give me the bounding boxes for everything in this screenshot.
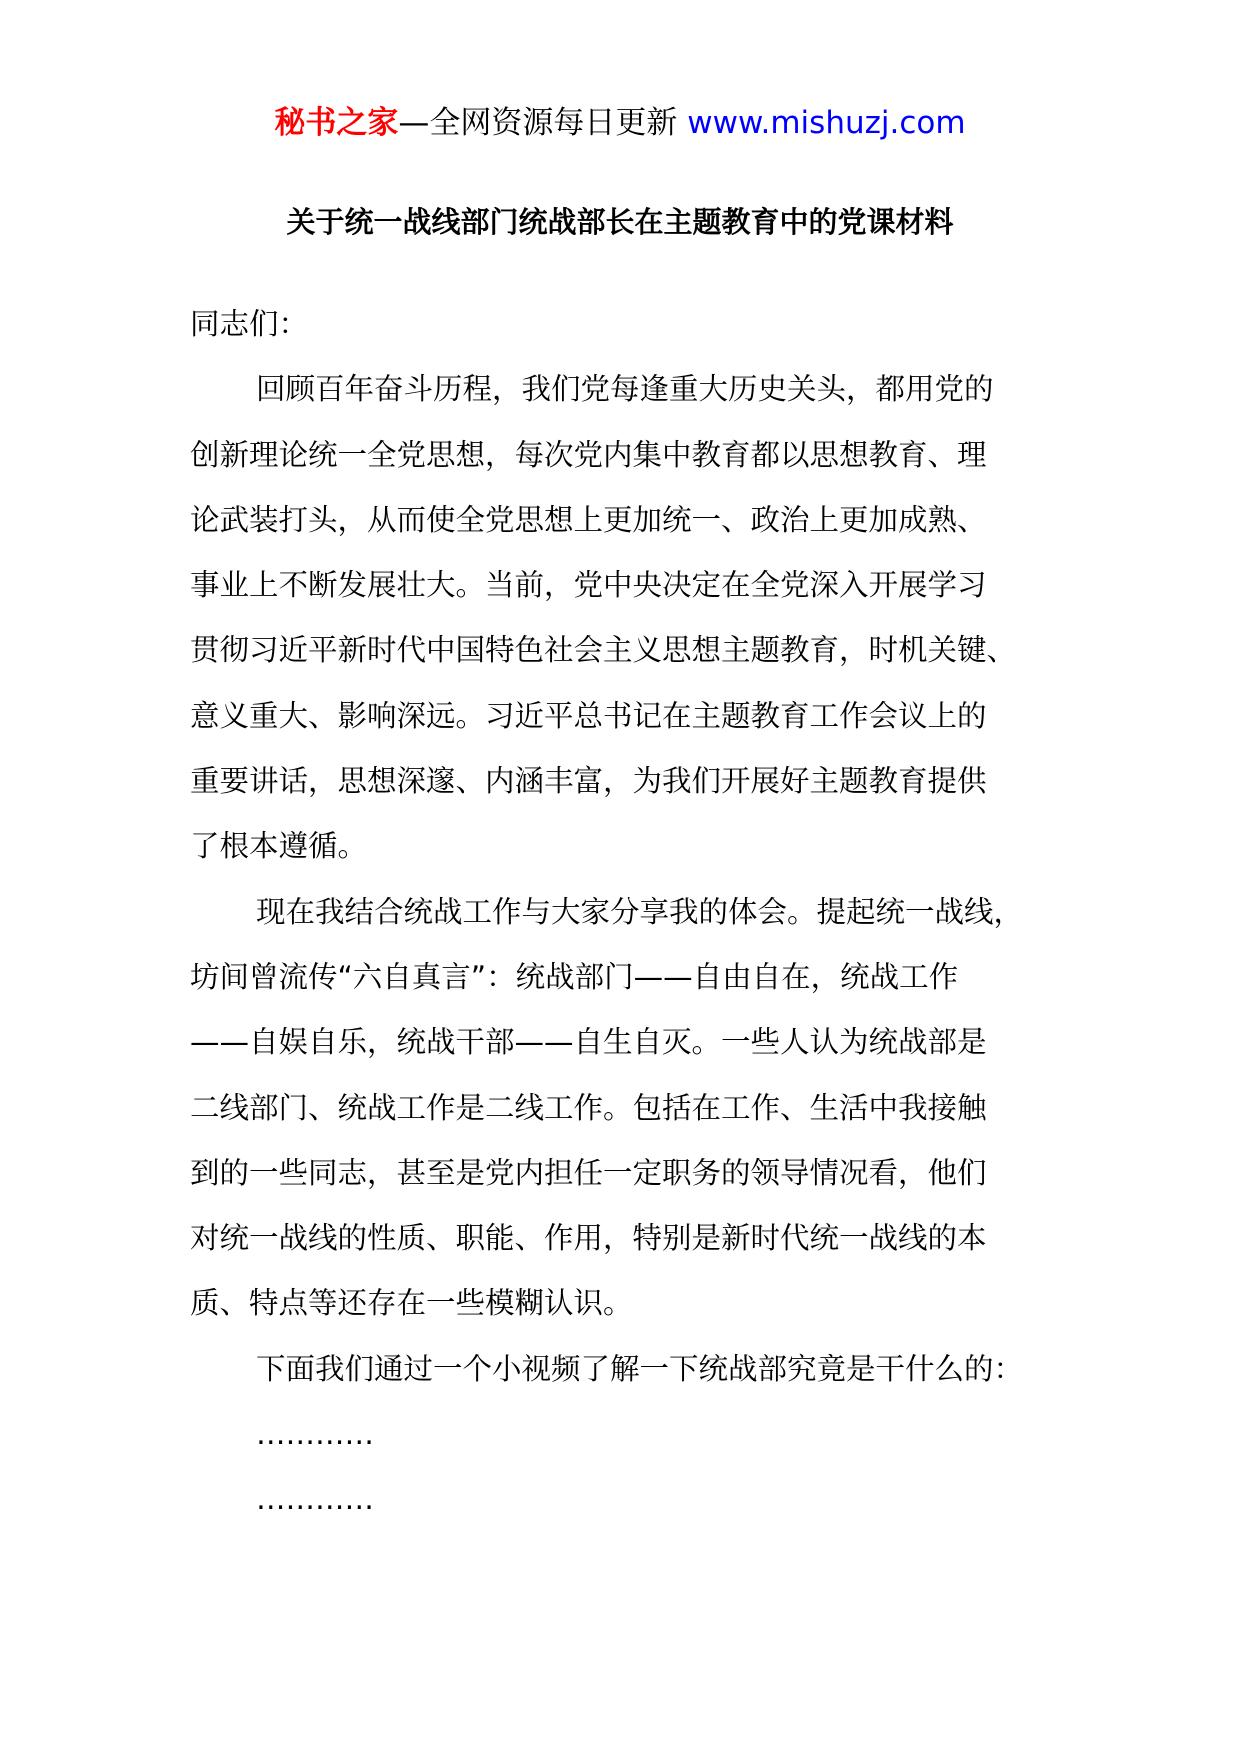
paragraph-line: 二线部门、统战工作是二线工作。包括在工作、生活中我接触 [190,1090,987,1125]
paragraph-line: 创新理论统一全党思想，每次党内集中教育都以思想教育、理 [190,437,987,472]
site-header [0,100,1240,146]
paragraph-line: 回顾百年奋斗历程，我们党每逢重大历史关头，都用党的 [256,372,994,407]
site-url-link[interactable]: www.mishuzj.com [687,105,966,141]
document-body [190,292,1070,1533]
paragraph-line: 坊间曾流传“六自真言”：统战部门——自由自在，统战工作 [190,959,959,994]
paragraph-line: 事业上不断发展壮大。当前，党中央决定在全党深入开展学习 [190,568,987,603]
paragraph-line: 质、特点等还存在一些模糊认识。 [190,1286,633,1321]
header-tagline: —全网资源每日更新 [398,105,678,141]
paragraph-line: 了根本遵循。 [190,829,368,864]
salutation-line: 同志们： [190,307,309,341]
document-title: 关于统一战线部门统战部长在主题教育中的党课材料 [286,205,954,239]
paragraph-line: 下面我们通过一个小视频了解一下统战部究竟是干什么的： [256,1351,1024,1386]
paragraph-line: 贯彻习近平新时代中国特色社会主义思想主题教育，时机关键、 [190,633,1017,668]
paragraph-line: 到的一些同志，甚至是党内担任一定职务的领导情况看，他们 [190,1155,987,1190]
ellipsis-line: ………… [256,1417,374,1452]
ellipsis-line: ………… [256,1482,374,1517]
paragraph-line: 论武装打头，从而使全党思想上更加统一、政治上更加成熟、 [190,502,987,537]
paragraph-line: 现在我结合统战工作与大家分享我的体会。提起统一战线， [256,894,1024,929]
paragraph-line: ——自娱自乐，统战干部——自生自灭。一些人认为统战部是 [190,1025,987,1060]
paragraph-line: 重要讲话，思想深邃、内涵丰富，为我们开展好主题教育提供 [190,764,987,799]
paragraph-line: 对统一战线的性质、职能、作用，特别是新时代统一战线的本 [190,1221,987,1256]
paragraph-line: 意义重大、影响深远。习近平总书记在主题教育工作会议上的 [190,698,987,733]
brand-name: 秘书之家 [274,105,399,141]
